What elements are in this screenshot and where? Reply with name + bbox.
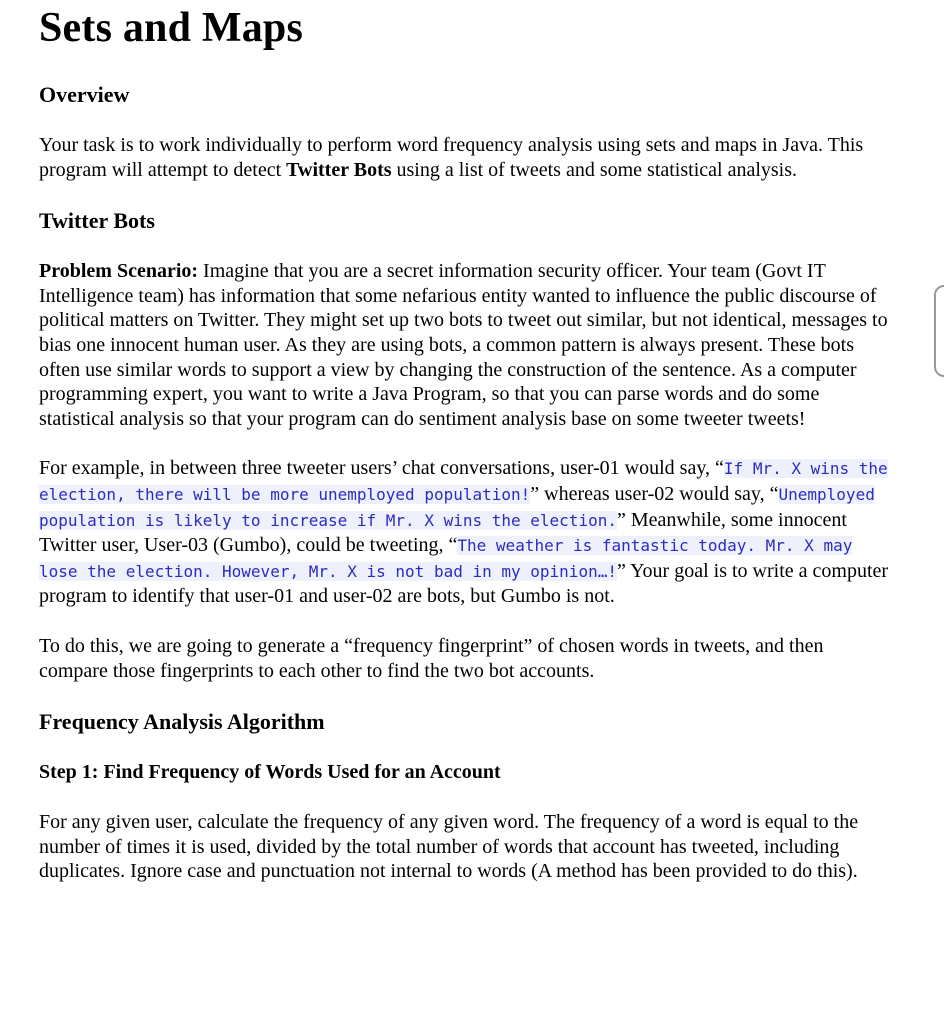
todo-paragraph: To do this, we are going to generate a “frequency fingerprint” of chosen words in tweets, and then compare those fingerprints to each other to find the two bot accounts. [39, 634, 824, 682]
step1-heading: Step 1: Find Frequency of Words Used for an Account [39, 761, 501, 784]
scenario-paragraph [39, 259, 889, 431]
example-text-1: For example, in between three tweeter users’ chat conversations, user-01 would say, “ [39, 457, 724, 480]
overview-text-end: using a list of tweets and some statistical analysis. [391, 158, 798, 181]
twitter-bots-heading: Twitter Bots [39, 208, 155, 234]
tweet-user-03: The weather is fantastic today. Mr. X may lose the election. However, Mr. X is not bad in my opinion…! [39, 536, 853, 581]
example-text-3: ” Meanwhile, some innocent Twitter user, User-03 (Gumbo), could be tweeting, “ [39, 508, 847, 557]
scenario-label: Problem Scenario: [39, 260, 199, 283]
frequency-heading: Frequency Analysis Algorithm [39, 709, 325, 735]
example-text-2: ” whereas user-02 would say, “ [530, 482, 779, 505]
overview-paragraph [39, 133, 889, 182]
overview-heading: Overview [39, 82, 130, 107]
overview-text: Your task is to work individually to perform word frequency analysis using sets and maps in Java. This program will attempt to detect [39, 134, 864, 181]
page-title: Sets and Maps [39, 5, 303, 51]
document-page [39, 0, 889, 884]
tweet-user-02: Unemployed population is likely to increase if Mr. X wins the election. [39, 484, 875, 530]
example-text-4: ” Your goal is to write a computer program to identify that user-01 and user-02 are bots, but Gumbo is not. [39, 559, 889, 608]
scenario-text: Imagine that you are a secret information security officer. Your team (Govt IT Intelligence team) has information that some nefarious entity wanted to influence the public discourse of political matters on Twitter. They might set up two bots to tweet out similar, but not identical, messages to bias one innocent human user. As they are using bots, a common pattern is always present. These bots often use similar words to support a view by changing the construction of the sentence. As a computer programming expert, you want to write a Java Program, so that you can parse words and do some statistical analysis so that your program can do sentiment analysis base on some tweeter tweets! [39, 260, 888, 430]
example-paragraph [39, 456, 889, 609]
step1-paragraph: For any given user, calculate the frequency of any given word. The frequency of a word is equal to the number of times it is used, divided by the total number of words that account has tweeted, including duplicates. Ignore case and punctuation not internal to words (A method has been provided to do this). [39, 811, 859, 883]
side-scroll-tab[interactable] [934, 285, 944, 377]
tweet-user-01: If Mr. X wins the election, there will be more unemployed population! [39, 459, 888, 504]
overview-bold-term: Twitter Bots [286, 158, 392, 181]
